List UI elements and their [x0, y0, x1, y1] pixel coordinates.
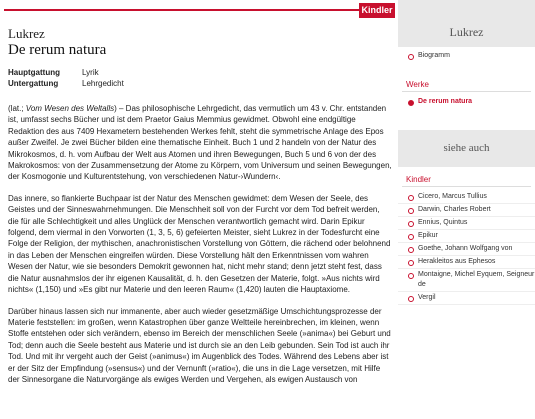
top-rule	[4, 9, 359, 11]
sidebar-link-darwin[interactable]: Darwin, Charles Robert	[398, 204, 535, 217]
kindler-label: Kindler	[406, 175, 431, 184]
paragraph-1	[8, 103, 392, 183]
sidebar	[398, 0, 535, 419]
latin-title-translation: Vom Wesen des Weltalls	[25, 104, 115, 113]
werke-label: Werke	[406, 80, 429, 89]
sidebar-link-ennius[interactable]: Ennius, Quintus	[398, 217, 535, 230]
sidebar-item-biogramm[interactable]: Biogramm	[398, 50, 535, 62]
sidebar-link-cicero[interactable]: Cicero, Marcus Tullius	[398, 191, 535, 204]
sidebar-werke-section	[398, 79, 535, 108]
article-author: Lukrez	[8, 26, 45, 41]
divider	[402, 186, 531, 187]
meta-row-untergattung	[8, 78, 392, 89]
paragraph-1-prefix: (lat.;	[8, 104, 26, 113]
meta-value: Lehrgedicht	[82, 79, 124, 88]
sidebar-link-goethe[interactable]: Goethe, Johann Wolfgang von	[398, 243, 535, 256]
genre-meta	[8, 67, 392, 89]
meta-key: Untergattung	[8, 79, 59, 88]
article	[8, 26, 392, 385]
sidebar-header	[398, 0, 535, 47]
siehe-auch-band	[398, 130, 535, 167]
meta-key: Hauptgattung	[8, 68, 60, 77]
sidebar-link-vergil[interactable]: Vergil	[398, 292, 535, 305]
siehe-auch-title: siehe auch	[443, 142, 490, 154]
kindler-brand-tab[interactable]: Kindler	[359, 3, 395, 18]
paragraph-2: Das innere, so flankierte Buchpaar ist der Natur des Menschen gewidmet: dem Wesen der Seele, des Geistes und der Sinneswahrnehmungen. Die Menschheit soll von der Furcht vor dem Tod befreit werden, die für alle Schlechtigkeit und alles Unglück der Menschen verantwortlich gemacht wird. Darin Epikur folgend, dem viermal in den Vorworten (1, 3, 5, 6) gefeierten Meister, sieht Lukrez in der Todesfurcht eine Folge der Religion, der mythischen, anachronistischen Vorstellung von Göttern, die rächend oder belohnend in das Leben der Menschen eingreifen würden. Diese Vorstellung hält den Erkenntnissen vom wahren Wesen der Natur, wie sie besonders Demokrit gewonnen hat, nicht mehr stand; denn jetzt steht fest, dass die Natur ausnahmslos der ihr eigenen Kausalität, d. h. den Gesetzen der Materie, folgt. »Aus nichts wird nichts« (1,150) und »Es gibt nur Materie und den leeren Raum« (1,420) lauten die Hauptaxiome.	[8, 193, 391, 295]
paragraph-3: Darüber hinaus lassen sich nur immanente, aber auch wieder gesetzmäßige Umschichtungsprozesse der Materie feststellen: im großen, wenn Katastrophen über ganze Weltteile hereinbrechen, im kleinen, wenn Stoffe entstehen oder sich verändern, ebenso im Bereich der menschlichen Seele (»anima«) bei Geburt und Tod; denn auch die Seele besteht aus Materie und ist durch sie an den Leib gebunden. Sein Tod ist auch ihr Tod. Und mit ihr vergeht auch der Geist (»animus«) im Augenblick des Todes. Während des Lebens aber ist er der Sitz der Empfindung (»sensus«) und der Vernunft (»ratio«), die uns in die Lage versetzen, mit Hilfe der Sinnesorgane die Naturvorgänge als ewiges Werden und Vergehen, als ewigen Austausch von	[8, 306, 391, 384]
meta-value: Lyrik	[82, 68, 99, 77]
article-title: De rerum natura	[8, 42, 107, 58]
sidebar-link-epikur[interactable]: Epikur	[398, 230, 535, 243]
sidebar-kindler-section	[398, 174, 535, 305]
sidebar-biogramm-section	[398, 50, 535, 62]
divider	[402, 91, 531, 92]
paragraph-1-body: ) – Das philosophische Lehrgedicht, das vermutlich um 43 v. Chr. entstanden ist, umfasst sechs Bücher und ist dem Praetor Gaius Memmius gewidmet. Obwohl eine endgültige Redaktion des aus 7409 Hexametern bestehenden Werkes fehlt, steht die symmetrische Anlage des Epos außer Zweifel. Je zwei Bücher bilden eine thematische Einheit. Buch 1 und 2 handeln von der Natur des Mikrokosmos, d. h. vom Aufbau der Welt aus Atomen und ihren Bewegungen, Buch 5 und 6 von der des Makrokosmos: von der Zusammensetzung der Atome zu Körpern, vom Universum und seinen Bewegungen, der Kosmogonie und Kulturentstehung, von verschiedenen Natur-›Wundern‹.	[8, 104, 392, 182]
sidebar-item-de-rerum-natura[interactable]: De rerum natura	[398, 96, 535, 108]
sidebar-link-montaigne[interactable]: Montaigne, Michel Eyquem, Seigneur de	[398, 269, 535, 292]
meta-row-hauptgattung	[8, 67, 392, 78]
sidebar-link-herakleitos[interactable]: Herakleitos aus Ephesos	[398, 256, 535, 269]
top-bar	[0, 0, 395, 20]
sidebar-header-title: Lukrez	[449, 25, 484, 39]
